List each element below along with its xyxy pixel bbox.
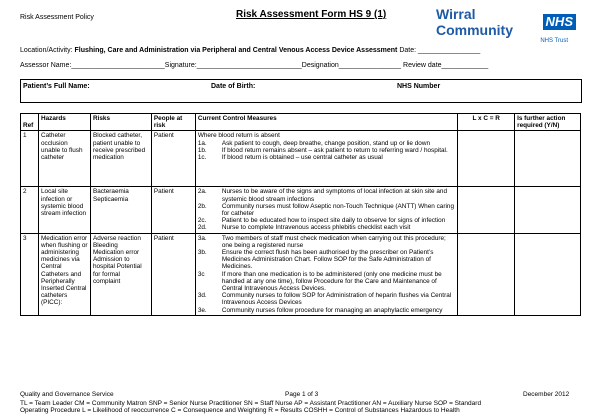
- measure-item: [198, 224, 455, 231]
- measure-text: If blood return is obtained – use central catheter as usual: [221, 154, 383, 162]
- nhs-logo-box: NHS: [543, 14, 576, 30]
- policy-label: Risk Assessment Policy: [20, 14, 94, 21]
- measure-text: If blood return remains absent – ask patient to return to referring ward / hospital.: [221, 146, 448, 154]
- measure-num: 3c: [197, 270, 205, 278]
- row-risk: Adverse reaction Bleeding Medication error Admission to hospital Potential for formal complaint: [90, 233, 151, 315]
- row-ref: 1: [21, 131, 39, 187]
- footer-abbrev-1: TL = Team Leader CM = Community Matron SNP = Senior Nurse Practitioner SN = Staff Nurse AP = Assistant Practitioner AN = Auxiliary Nurse SOP = Standard: [20, 400, 482, 407]
- measure-num: 3d.: [197, 292, 207, 300]
- row-measures: [195, 187, 457, 233]
- measure-item: [198, 140, 455, 147]
- measure-num: 1c.: [197, 154, 207, 162]
- measure-num: 1a.: [197, 139, 207, 147]
- dob-label: Date of Birth:: [211, 83, 256, 90]
- date-field[interactable]: Date: ________________: [399, 47, 481, 54]
- col-risks: Risks: [90, 114, 151, 131]
- footer-line: [20, 391, 580, 398]
- col-lcr: L x C = R: [458, 114, 515, 131]
- patient-name-label: Patient’s Full Name:: [23, 83, 90, 90]
- measure-num: 2d.: [197, 224, 207, 232]
- measure-num: 1b.: [197, 146, 207, 154]
- row-measures: [195, 131, 457, 187]
- row-hazard: Catheter occlusion unable to flush catheter: [38, 131, 90, 187]
- location-line: [20, 47, 480, 54]
- row-people: Patient: [151, 187, 195, 233]
- wirral-logo: [436, 6, 576, 44]
- measure-text: Ensure the correct flush has been authorised by the prescriber on Patient’s Medicines Administration Chart. Follow SOP for the Safe Administration of Medicines.: [221, 249, 434, 271]
- measure-item: [198, 217, 455, 224]
- measure-num: 3a.: [197, 234, 207, 242]
- col-ref: Ref: [21, 114, 39, 131]
- row-people: Patient: [151, 233, 195, 315]
- risk-table: [20, 113, 581, 316]
- measure-item: [198, 271, 455, 293]
- row-measures: [195, 233, 457, 315]
- measure-num: 2c.: [197, 217, 207, 225]
- measure-item: [198, 188, 455, 202]
- table-row: [21, 233, 581, 315]
- measure-item: [198, 307, 455, 314]
- measure-num: 3e.: [197, 306, 207, 314]
- table-row: [21, 187, 581, 233]
- measure-num: 2a.: [197, 188, 207, 196]
- row-lcr[interactable]: [458, 233, 515, 315]
- row-risk: Blocked catheter, patient unable to receive prescribed medication: [90, 131, 151, 187]
- table-row: [21, 131, 581, 187]
- measure-text: Two members of staff must check medication when carrying out this procedure; one being a registered nurse: [221, 234, 446, 249]
- patient-details-box: [20, 79, 582, 103]
- row-risk: Bacteraemia Septicaemia: [90, 187, 151, 233]
- measure-item: [198, 292, 455, 306]
- measure-item: [198, 203, 455, 217]
- col-measures: Current Control Measures: [195, 114, 457, 131]
- row-hazard: Local site infection or systemic blood stream infection: [38, 187, 90, 233]
- assessor-line[interactable]: Assessor Name:________________________Signature:___________________________Designation________________ Review date____________: [20, 62, 489, 69]
- row-lcr[interactable]: [458, 131, 515, 187]
- measure-item: [198, 154, 455, 161]
- row-further[interactable]: [515, 131, 581, 187]
- measure-text: Nurse to complete Intravenous access phlebitis checklist each visit: [221, 224, 411, 232]
- measure-text: Nurses to be aware of the signs and symptoms of local infection at skin site and systemic blood stream infections: [221, 188, 448, 203]
- measure-text: Community nurses follow procedure for managing an anaphylactic emergency: [221, 306, 443, 314]
- measure-text: Ask patient to cough, deep breathe, change position, stand up or lie down: [221, 139, 431, 147]
- location-label: Location/Activity:: [20, 47, 73, 54]
- measure-item: [198, 249, 455, 271]
- measure-text: Community nurses to follow SOP for Administration of heparin flushes via Central Intravenous Access Devices: [221, 292, 452, 307]
- row-further[interactable]: [515, 187, 581, 233]
- form-title: Risk Assessment Form HS 9 (1): [236, 9, 387, 20]
- measure-item: [198, 235, 455, 249]
- measure-item: [198, 147, 455, 154]
- nhs-number-label: NHS Number: [397, 83, 441, 90]
- measure-text: Patient to be educated how to inspect site daily to observe for signs of infection: [221, 217, 446, 225]
- logo-trust: NHS Trust: [540, 38, 568, 44]
- footer-date: December 2012: [523, 391, 570, 398]
- col-further: Is further action required (Y/N): [515, 114, 581, 131]
- col-people: People at risk: [151, 114, 195, 131]
- row-ref: 2: [21, 187, 39, 233]
- row-people: Patient: [151, 131, 195, 187]
- footer-abbreviations: [20, 400, 481, 414]
- col-hazards: Hazards: [38, 114, 90, 131]
- measure-num: 2b.: [197, 202, 207, 210]
- measure-text: Community nurses must follow Aseptic non-Touch Technique (ANTT) When caring for catheter: [221, 202, 454, 218]
- footer-page: Page 1 of 3: [285, 391, 319, 398]
- measure-num: 3b.: [197, 249, 207, 257]
- location-value: Flushing, Care and Administration via Peripheral and Central Venous Access Device Assessment: [74, 47, 398, 54]
- table-header-row: [21, 114, 581, 131]
- footer-service: Quality and Governance Service: [20, 391, 114, 398]
- logo-text: Wirral Community: [436, 6, 513, 38]
- measure-text: If more than one medication is to be administered (only one medicine must be handled at any one time), follow Procedure for the Care and Maintenance of Central Intravenous Access Devices.: [221, 270, 442, 293]
- row-ref: 3: [21, 233, 39, 315]
- measure-intro: Where blood return is absent: [197, 132, 280, 140]
- row-lcr[interactable]: [458, 187, 515, 233]
- row-further[interactable]: [515, 233, 581, 315]
- footer-abbrev-2: Operating Procedure L = Likelihood of reoccurrence C = Consequence and Weighting R = Results COSHH = Control of Substances Hazardous to Health: [20, 407, 460, 414]
- row-hazard: Medication error when flushing or administering medicines via Central Catheters and Peripherally Inserted Central catheters (PICC):: [38, 233, 90, 315]
